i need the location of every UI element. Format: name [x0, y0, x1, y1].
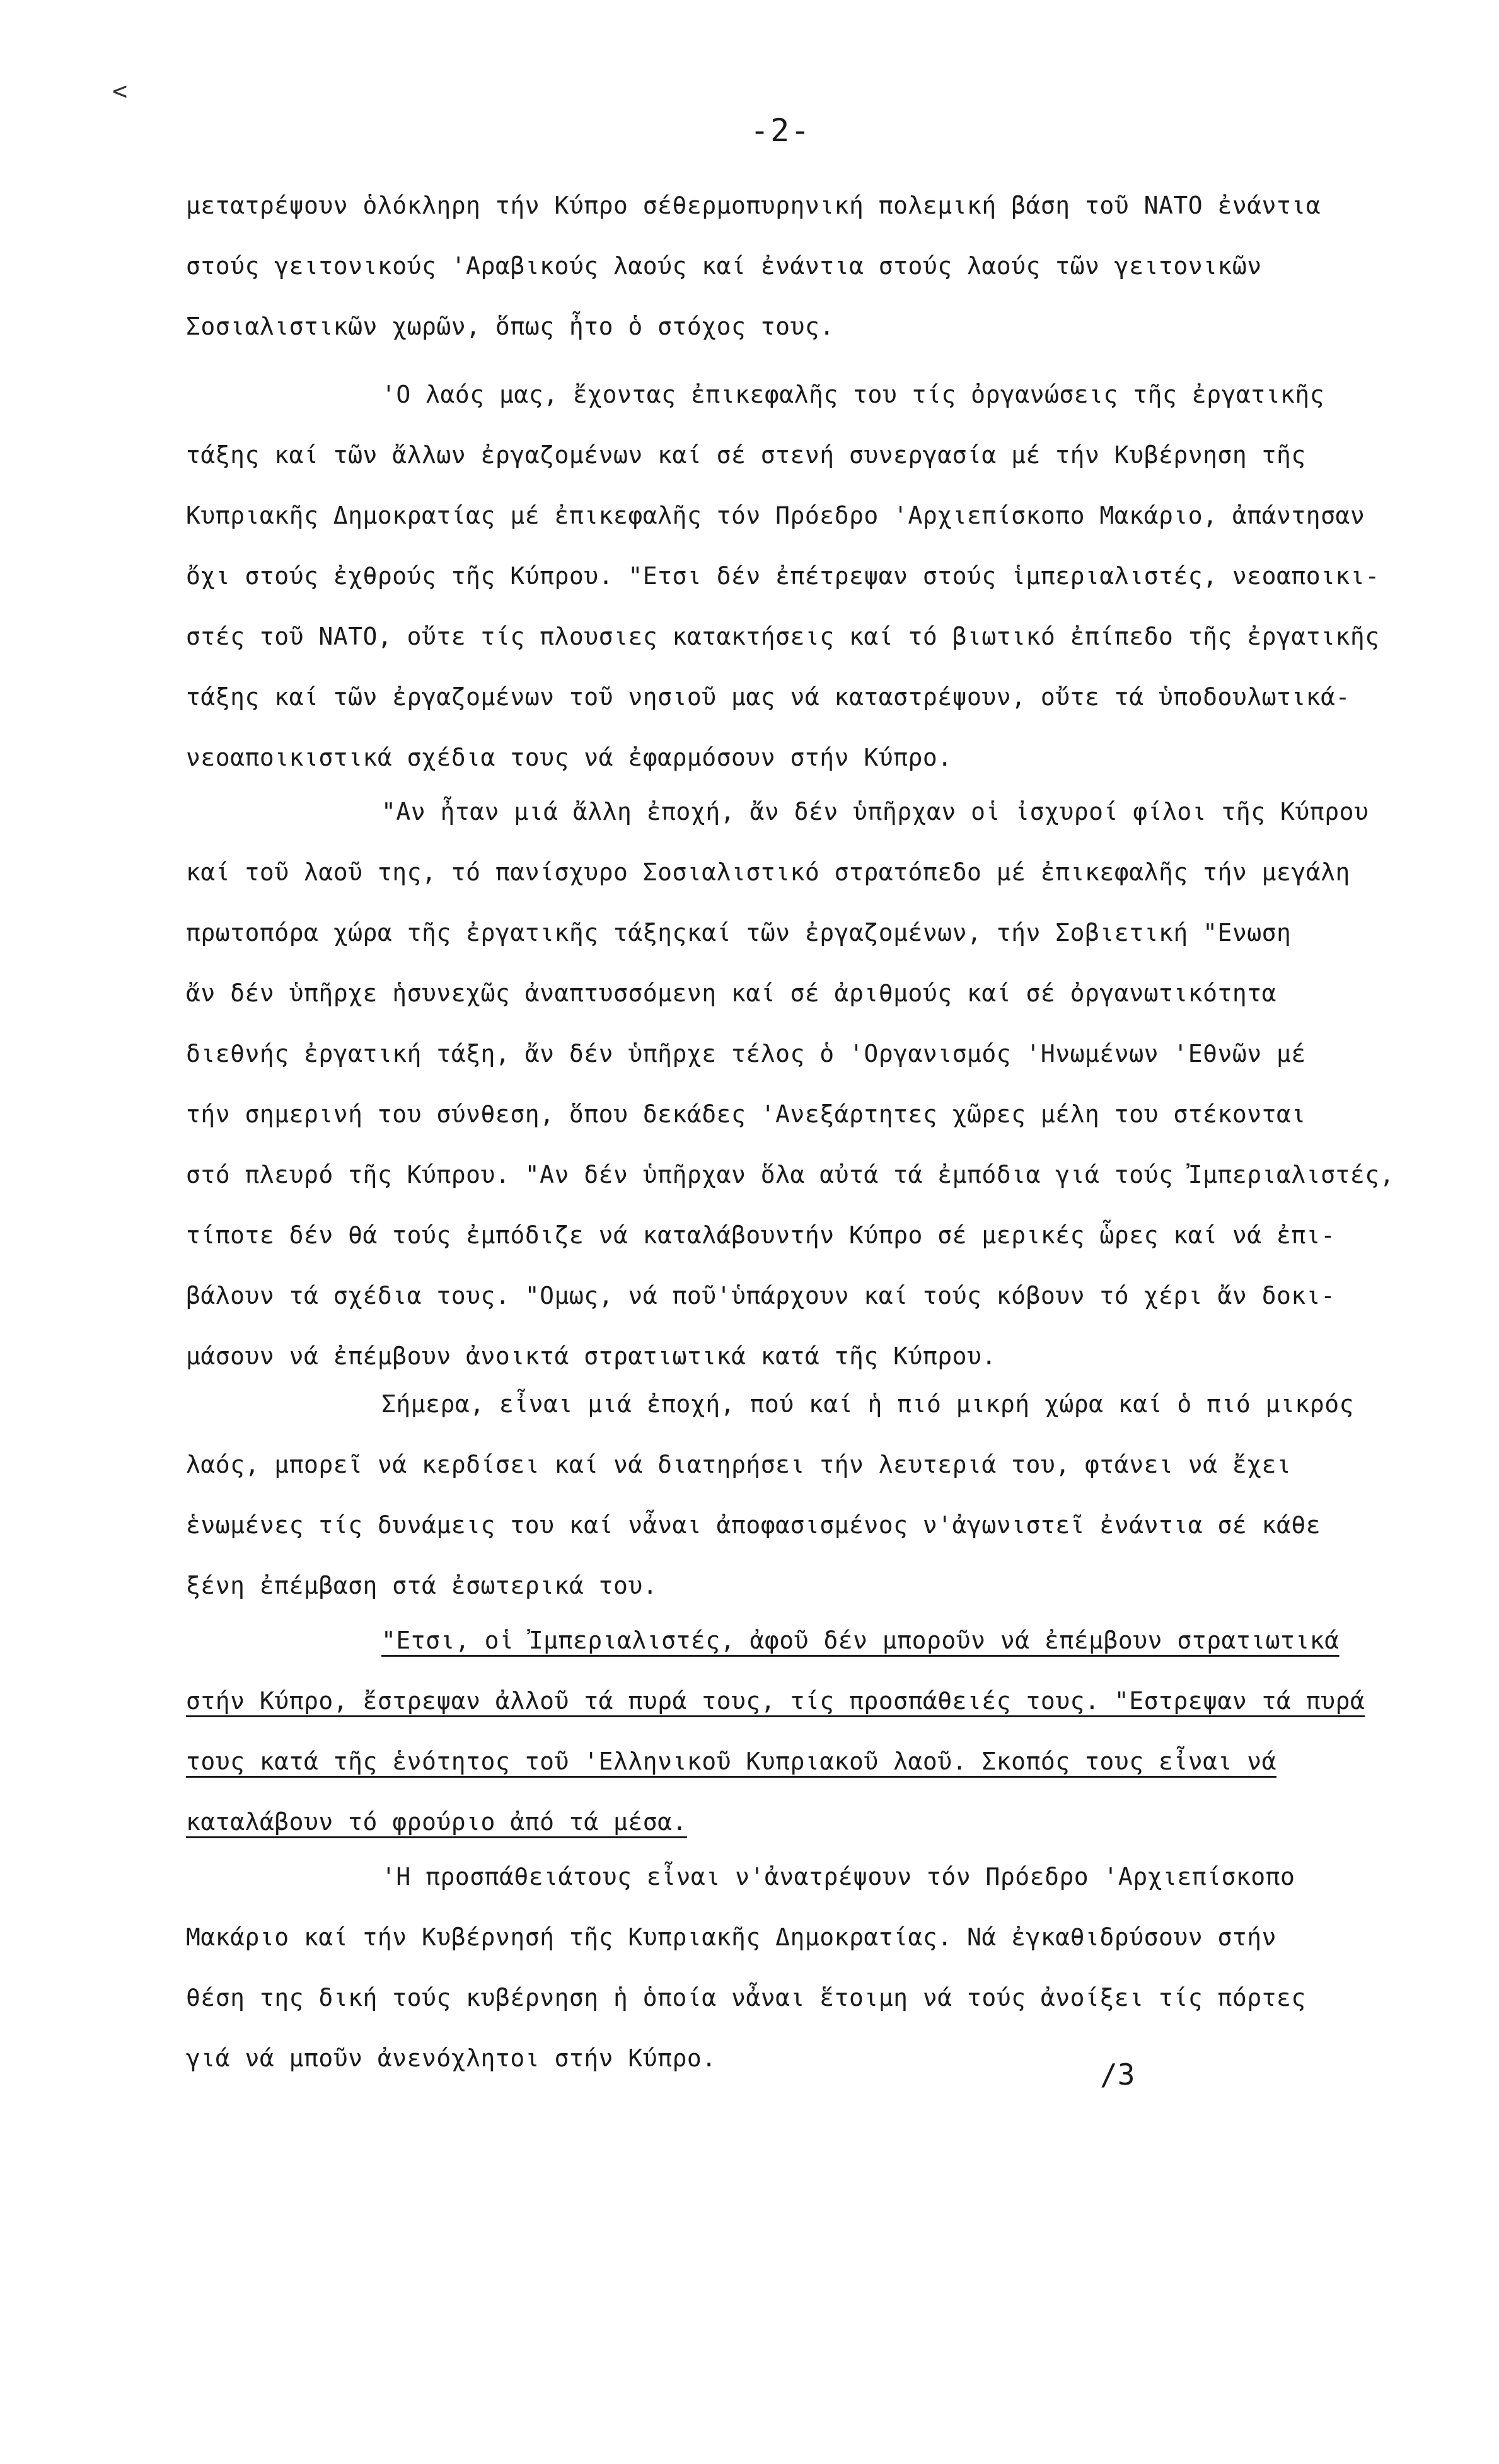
paragraph-3 [186, 781, 1434, 1386]
text-line: τάξης καί τῶν ἐργαζομένων τοῦ νησιοῦ μας νά καταστρέψουν, οὔτε τά ὑποδουλωτικά- [186, 683, 1350, 711]
text-line: νεοαποικιστικά σχέδια τους νά ἐφαρμόσουν στήν Κύπρο. [186, 744, 952, 771]
text-line: μετατρέψουν ὁλόκληρη τήν Κύπρο σέθερμοπυρηνική πολεμική βάση τοῦ NATO ἐνάντια [186, 192, 1321, 219]
text-line: ξένη ἐπέμβαση στά ἐσωτερικά του. [186, 1572, 658, 1599]
text-line: διεθνής ἐργατική τάξη, ἄν δέν ὑπῆρχε τέλος ὁ 'Οργανισμός 'Ηνωμένων 'Εθνῶν μέ [186, 1040, 1306, 1068]
text-line: τήν σημερινή του σύνθεση, ὅπου δεκάδες 'Ανεξάρτητες χῶρες μέλη του στέκονται [186, 1100, 1306, 1128]
paragraph-4 [186, 1374, 1434, 1616]
text-line: πρωτοπόρα χώρα τῆς ἐργατικῆς τάξηςκαί τῶν ἐργαζομένων, τήν Σοβιετική "Ενωση [186, 919, 1292, 947]
underlined-text-line: καταλάβουν τό φρούριο ἀπό τά μέσα. [186, 1808, 687, 1836]
text-line: θέση της δική τούς κυβέρνηση ἡ ὁποία νἆναι ἕτοιμη νά τούς ἀνοίξει τίς πόρτες [186, 1984, 1306, 2012]
text-line: μάσουν νά ἐπέμβουν ἀνοικτά στρατιωτικά κατά τῆς Κύπρου. [186, 1342, 997, 1370]
paragraph-5-underlined [186, 1610, 1434, 1852]
text-line: Σοσιαλιστικῶν χωρῶν, ὅπως ἦτο ὁ στόχος τους. [186, 313, 835, 340]
text-line: 'Η προσπάθειάτους εἶναι ν'ἀνατρέψουν τόν Πρόεδρο 'Αρχιεπίσκοπο [381, 1863, 1295, 1891]
text-line: καί τοῦ λαοῦ της, τό πανίσχυρο Σοσιαλιστικό στρατόπεδο μέ ἐπικεφαλῆς τήν μεγάλη [186, 858, 1350, 886]
text-line: Σήμερα, εἶναι μιά ἐποχή, πού καί ἡ πιό μικρή χώρα καί ὁ πιό μικρός [381, 1390, 1354, 1418]
text-line: στό πλευρό τῆς Κύπρου. "Αν δέν ὑπῆρχαν ὅλα αὐτά τά ἐμπόδια γιά τούς Ἰμπεριαλιστές, [186, 1161, 1394, 1189]
text-line: ἑνωμένες τίς δυνάμεις του καί νἆναι ἀποφασισμένος ν'ἀγωνιστεῖ ἐνάντια σέ κάθε [186, 1511, 1321, 1539]
text-line: ὄχι στούς ἐχθρούς τῆς Κύπρου. "Ετσι δέν ἐπέτρεψαν στούς ἱμπεριαλιστές, νεοαποικι- [186, 562, 1380, 590]
text-line: τάξης καί τῶν ἄλλων ἐργαζομένων καί σέ στενή συνεργασία μέ τήν Κυβέρνηση τῆς [186, 441, 1306, 469]
text-line: Κυπριακῆς Δημοκρατίας μέ ἐπικεφαλῆς τόν Πρόεδρο 'Αρχιεπίσκοπο Μακάριο, ἀπάντησαν [186, 502, 1365, 529]
page-number: -2- [750, 112, 811, 149]
text-line: λαός, μπορεῖ νά κερδίσει καί νά διατηρήσει τήν λευτεριά του, φτάνει νά ἔχει [186, 1451, 1292, 1478]
corner-mark: < [112, 77, 128, 106]
text-line: τίποτε δέν θά τούς ἐμπόδιζε νά καταλάβουντήν Κύπρο σέ μερικές ὧρες καί νά ἐπι- [186, 1221, 1336, 1249]
underlined-text-line: τους κατά τῆς ἑνότητος τοῦ 'Ελληνικοῦ Κυπριακοῦ λαοῦ. Σκοπός τους εἶναι νά [186, 1747, 1276, 1775]
text-line: Μακάριο καί τήν Κυβέρνησή τῆς Κυπριακῆς Δημοκρατίας. Νά ἐγκαθιδρύσουν στήν [186, 1923, 1276, 1951]
underlined-text-line: στήν Κύπρο, ἔστρεψαν ἀλλοῦ τά πυρά τους, τίς προσπάθειές τους. "Εστρεψαν τά πυρά [186, 1687, 1365, 1715]
paragraph-2 [186, 364, 1434, 788]
text-line: βάλουν τά σχέδια τους. "Ομως, νά ποῦ'ὑπάρχουν καί τούς κόβουν τό χέρι ἄν δοκι- [186, 1282, 1336, 1310]
text-line: "Αν ἦταν μιά ἄλλη ἐποχή, ἄν δέν ὑπῆρχαν οἱ ἰσχυροί φίλοι τῆς Κύπρου [381, 798, 1369, 826]
text-line: 'Ο λαός μας, ἔχοντας ἐπικεφαλῆς του τίς ὀργανώσεις τῆς ἐργατικῆς [381, 381, 1325, 408]
text-line: στές τοῦ NATO, οὔτε τίς πλουσιες κατακτήσεις καί τό βιωτικό ἐπίπεδο τῆς ἐργατικῆς [186, 623, 1380, 650]
text-line: στούς γειτονικούς 'Αραβικούς λαούς καί ἐνάντια στούς λαούς τῶν γειτονικῶν [186, 252, 1262, 280]
continuation-page-marker: /3 [1100, 2058, 1135, 2092]
paragraph-1 [186, 175, 1434, 357]
text-line: ἄν δέν ὑπῆρχε ἡσυνεχῶς ἀναπτυσσόμενη καί σέ ἀριθμούς καί σέ ὀργανωτικότητα [186, 979, 1276, 1007]
text-line: γιά νά μποῦν ἀνενόχλητοι στήν Κύπρο. [186, 2044, 717, 2072]
paragraph-6 [186, 1846, 1434, 2088]
underlined-text-line: "Ετσι, οἱ Ἰμπεριαλιστές, ἀφοῦ δέν μποροῦν νά ἐπέμβουν στρατιωτικά [381, 1626, 1340, 1654]
